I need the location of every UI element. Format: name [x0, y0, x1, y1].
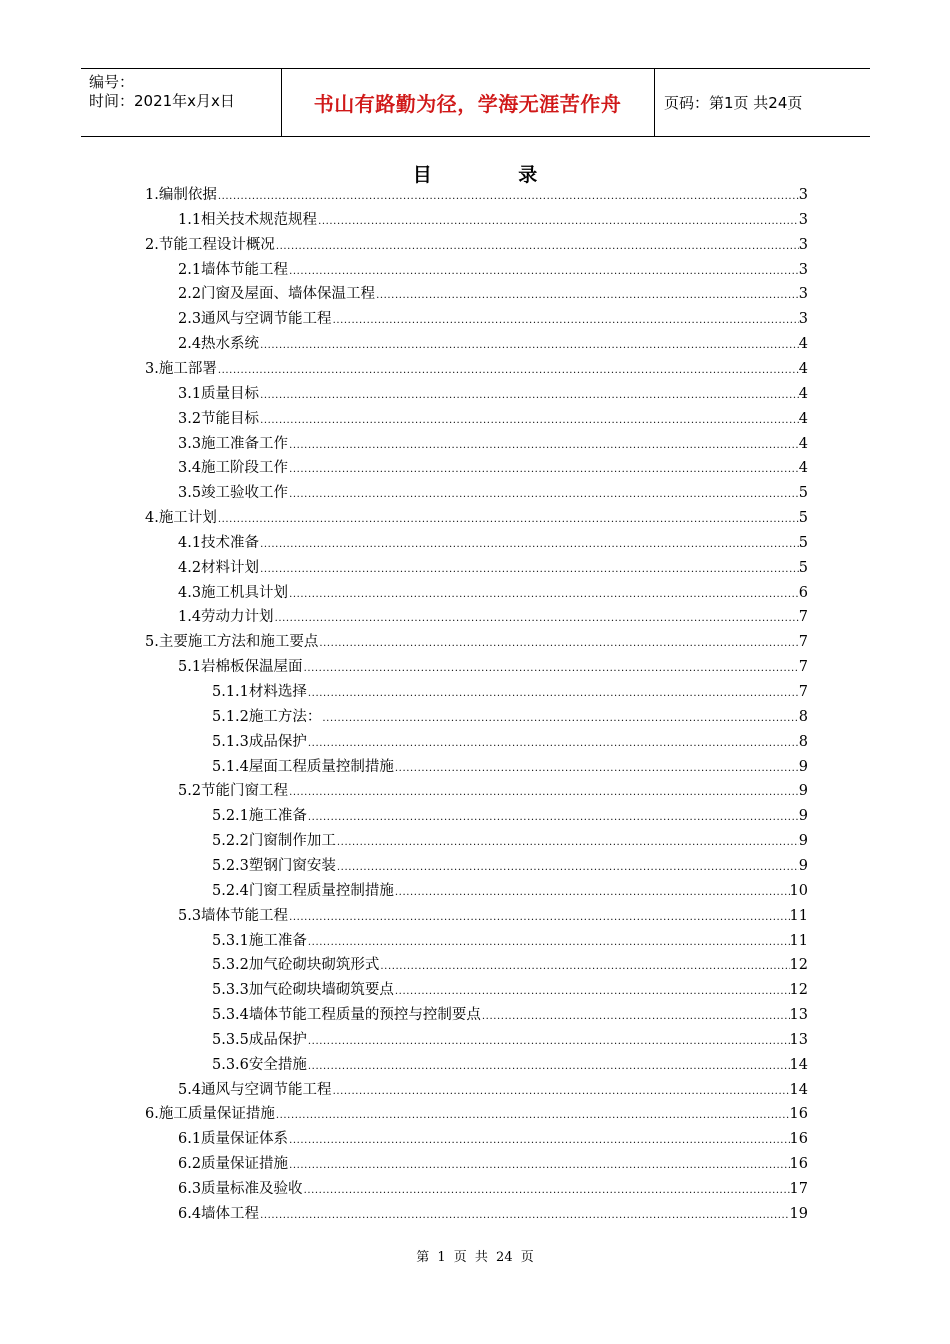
- toc-entry-title: 3.4施工阶段工作: [178, 460, 289, 477]
- toc-title: 目 录: [412, 164, 578, 186]
- toc-entry-title: 5.3.6安全措施: [212, 1056, 307, 1073]
- toc-entry[interactable]: [178, 583, 808, 603]
- toc-entry-page: 12: [789, 957, 808, 974]
- toc-leader-dots: [288, 1129, 789, 1149]
- toc-leader-dots: [288, 434, 799, 454]
- toc-entry-title: 5.2.3塑钢门窗安装: [212, 857, 336, 874]
- toc-entry-page: 19: [789, 1205, 808, 1222]
- toc-entry[interactable]: [145, 632, 808, 652]
- toc-leader-dots: [274, 607, 799, 627]
- toc-entry-page: 8: [798, 708, 808, 725]
- toc-leader-dots: [288, 583, 799, 603]
- toc-entry-title: 5.3.1施工准备: [212, 932, 307, 949]
- toc-entry-title: 5.2.4门窗工程质量控制措施: [212, 882, 394, 899]
- toc-leader-dots: [259, 384, 799, 404]
- toc-leader-dots: [317, 210, 799, 230]
- toc-entry-page: 5: [798, 534, 808, 551]
- toc-leader-dots: [394, 980, 790, 1000]
- toc-entry-title: 2.节能工程设计概况: [145, 236, 275, 253]
- toc-entry-page: 5: [798, 510, 808, 527]
- toc-entry[interactable]: [212, 955, 808, 975]
- toc-entry-page: 9: [798, 808, 808, 825]
- toc-entry-title: 1.4劳动力计划: [178, 609, 274, 626]
- toc-entry-page: 3: [798, 187, 808, 203]
- toc-entry-page: 4: [798, 435, 808, 452]
- toc-entry-page: 4: [798, 385, 808, 402]
- toc-entry[interactable]: [212, 856, 808, 876]
- toc-leader-dots: [375, 284, 799, 304]
- toc-entry-page: 12: [789, 982, 808, 999]
- toc-entry-page: 16: [789, 1106, 808, 1123]
- toc-entry-page: 4: [798, 360, 808, 377]
- toc-entry-title: 2.1墙体节能工程: [178, 261, 289, 278]
- toc-entry[interactable]: [178, 1080, 808, 1100]
- toc-leader-dots: [259, 334, 799, 354]
- toc-entry[interactable]: [212, 831, 808, 851]
- toc-entry[interactable]: [145, 185, 808, 205]
- toc-entry-title: 1.编制依据: [145, 187, 217, 203]
- toc-leader-dots: [307, 732, 799, 752]
- toc-entry-title: 5.3.4墙体节能工程质量的预控与控制要点: [212, 1007, 481, 1024]
- toc-entry-title: 5.2节能门窗工程: [178, 783, 289, 800]
- toc-entry[interactable]: [145, 235, 808, 255]
- toc-entry[interactable]: [212, 682, 808, 702]
- toc-leader-dots: [259, 1204, 789, 1224]
- toc-entry-title: 5.3.3加气砼砌块墙砌筑要点: [212, 982, 394, 999]
- toc-entry[interactable]: [178, 334, 808, 354]
- toc-entry-page: 13: [789, 1031, 808, 1048]
- toc-entry[interactable]: [145, 508, 808, 528]
- header-meta-cell: [81, 69, 282, 136]
- document-number-label: 编号：: [89, 73, 135, 91]
- toc-entry-page: 9: [798, 833, 808, 850]
- document-date-label: 时间：2021年x月x日: [89, 92, 235, 110]
- toc-entry-title: 5.2.1施工准备: [212, 808, 307, 825]
- toc-entry-page: 16: [789, 1131, 808, 1148]
- toc-entry-page: 9: [798, 857, 808, 874]
- page-footer: 第 1 页 共 24 页: [416, 1250, 534, 1265]
- header-page-cell: [654, 69, 870, 136]
- toc-leader-dots: [259, 409, 799, 429]
- toc-leader-dots: [336, 856, 799, 876]
- toc-entry-title: 3.施工部署: [145, 360, 217, 377]
- toc-entry-title: 4.2材料计划: [178, 559, 260, 576]
- toc-entry[interactable]: [178, 1154, 808, 1174]
- toc-leader-dots: [275, 235, 799, 255]
- toc-entry[interactable]: [178, 558, 808, 578]
- toc-entry[interactable]: [178, 434, 808, 454]
- toc-leader-dots: [332, 1080, 790, 1100]
- toc-entry-title: 4.施工计划: [145, 510, 217, 527]
- toc-leader-dots: [318, 632, 798, 652]
- toc-entry[interactable]: [178, 409, 808, 429]
- toc-leader-dots: [288, 1154, 789, 1174]
- toc-entry-page: 14: [789, 1056, 808, 1073]
- toc-leader-dots: [394, 757, 799, 777]
- toc-entry-page: 3: [798, 286, 808, 303]
- toc-leader-dots: [307, 682, 799, 702]
- header-motto-cell: [281, 69, 655, 136]
- toc-entry-page: 7: [798, 684, 808, 700]
- toc-entry-title: 6.3质量标准及验收: [178, 1181, 303, 1197]
- toc-entry[interactable]: [212, 1055, 808, 1075]
- header-page-info: 页码：第1页 共24页: [664, 94, 803, 112]
- toc-entry-page: 14: [789, 1081, 808, 1098]
- toc-entry[interactable]: [178, 1204, 808, 1224]
- toc-entry[interactable]: [145, 1104, 808, 1124]
- toc-entry[interactable]: [212, 1005, 808, 1025]
- toc-entry-page: 11: [789, 907, 808, 924]
- toc-entry-title: 6.2质量保证措施: [178, 1156, 289, 1173]
- toc-entry-title: 5.1岩棉板保温屋面: [178, 659, 303, 676]
- toc-entry-page: 8: [798, 733, 808, 750]
- toc-entry[interactable]: [212, 881, 808, 901]
- toc-leader-dots: [303, 657, 799, 677]
- toc-entry-title: 2.4热水系统: [178, 336, 260, 353]
- toc-leader-dots: [481, 1005, 790, 1025]
- toc-entry-title: 5.2.2门窗制作加工: [212, 833, 336, 850]
- toc-entry-title: 1.1相关技术规范规程: [178, 211, 318, 228]
- toc-leader-dots: [288, 483, 799, 503]
- toc-entry-page: 5: [798, 559, 808, 576]
- toc-leader-dots: [307, 931, 790, 951]
- toc-entry-title: 5.3.2加气砼砌块砌筑形式: [212, 957, 380, 974]
- toc-entry-title: 5.1.2施工方法：: [212, 708, 322, 725]
- toc-entry[interactable]: [145, 359, 808, 379]
- toc-entry-page: 3: [798, 211, 808, 228]
- toc-entry[interactable]: [178, 906, 808, 926]
- toc-leader-dots: [275, 1104, 790, 1124]
- header-motto: 书山有路勤为径，学海无涯苦作舟: [313, 92, 622, 116]
- toc-entry[interactable]: [178, 284, 808, 304]
- toc-leader-dots: [379, 955, 789, 975]
- toc-entry-page: 4: [798, 460, 808, 477]
- toc-entry-page: 5: [798, 485, 808, 502]
- toc-entry-title: 5.4通风与空调节能工程: [178, 1081, 332, 1098]
- toc-entry-title: 3.3施工准备工作: [178, 435, 289, 452]
- toc-entry-page: 10: [789, 882, 808, 899]
- toc-leader-dots: [394, 881, 790, 901]
- toc-entry-title: 4.1技术准备: [178, 534, 260, 551]
- toc-entry-title: 5.1.4屋面工程质量控制措施: [212, 758, 394, 775]
- toc-entry[interactable]: [212, 980, 808, 1000]
- toc-entry-title: 6.1质量保证体系: [178, 1131, 289, 1148]
- toc-leader-dots: [307, 806, 799, 826]
- toc-entry-page: 17: [789, 1181, 808, 1197]
- toc-entry-page: 4: [798, 410, 808, 427]
- toc-entry-page: 11: [789, 932, 808, 949]
- toc-entry[interactable]: [178, 483, 808, 503]
- toc-leader-dots: [332, 309, 799, 329]
- toc-entry[interactable]: [178, 260, 808, 280]
- toc-entry-page: 6: [798, 584, 808, 601]
- toc-entry-page: 9: [798, 783, 808, 800]
- toc-leader-dots: [288, 781, 799, 801]
- toc-entry-title: 5.主要施工方法和施工要点: [145, 634, 319, 651]
- toc-entry-page: 3: [798, 236, 808, 253]
- toc-entry[interactable]: [178, 1129, 808, 1149]
- toc-leader-dots: [307, 1030, 790, 1050]
- toc-entry[interactable]: [178, 1179, 808, 1199]
- toc-entry-title: 5.3墙体节能工程: [178, 907, 289, 924]
- toc-leader-dots: [259, 558, 799, 578]
- toc-entry-title: 3.5竣工验收工作: [178, 485, 289, 502]
- toc-entry-page: 16: [789, 1156, 808, 1173]
- toc-entry-title: 5.1.3成品保护: [212, 733, 307, 750]
- toc-leader-dots: [288, 906, 789, 926]
- toc-entry-title: 4.3施工机具计划: [178, 584, 289, 601]
- toc-entry[interactable]: [178, 384, 808, 404]
- toc-entry[interactable]: [212, 757, 808, 777]
- toc-entry-page: 7: [798, 634, 808, 651]
- toc-entry[interactable]: [178, 657, 808, 677]
- toc-leader-dots: [288, 458, 799, 478]
- toc-leader-dots: [217, 508, 799, 528]
- toc-entry[interactable]: [212, 931, 808, 951]
- toc-leader-dots: [217, 359, 799, 379]
- toc-entry[interactable]: [178, 458, 808, 478]
- toc-entry-page: 3: [798, 261, 808, 278]
- toc-entry[interactable]: [212, 1030, 808, 1050]
- toc-entry[interactable]: [178, 607, 808, 627]
- toc-entry-page: 7: [798, 659, 808, 676]
- toc-entry-title: 3.2节能目标: [178, 410, 260, 427]
- toc-leader-dots: [303, 1179, 790, 1199]
- toc-entry[interactable]: [178, 781, 808, 801]
- toc-entry-title: 6.4墙体工程: [178, 1205, 260, 1222]
- toc-entry-title: 5.1.1材料选择: [212, 684, 307, 700]
- toc-entry-page: 4: [798, 336, 808, 353]
- toc-entry-title: 2.2门窗及屋面、墙体保温工程: [178, 286, 376, 303]
- toc-entry-title: 2.3通风与空调节能工程: [178, 311, 332, 328]
- toc-leader-dots: [336, 831, 799, 851]
- toc-entry-page: 3: [798, 311, 808, 328]
- toc-leader-dots: [288, 260, 799, 280]
- toc-entry[interactable]: [212, 806, 808, 826]
- toc-leader-dots: [217, 185, 799, 205]
- toc-entry-title: 5.3.5成品保护: [212, 1031, 307, 1048]
- toc-entry-title: 3.1质量目标: [178, 385, 260, 402]
- toc-entry[interactable]: [178, 210, 808, 230]
- toc-entry[interactable]: [178, 309, 808, 329]
- toc-leader-dots: [259, 533, 799, 553]
- page-header: [81, 68, 870, 137]
- toc-entry-page: 13: [789, 1007, 808, 1024]
- toc-entry-page: 9: [798, 758, 808, 775]
- toc-entry[interactable]: [212, 707, 808, 727]
- toc-leader-dots: [321, 707, 798, 727]
- toc-entry[interactable]: [212, 732, 808, 752]
- toc-entry-page: 7: [798, 609, 808, 626]
- toc-entry-title: 6.施工质量保证措施: [145, 1106, 275, 1123]
- toc-entry[interactable]: [178, 533, 808, 553]
- toc-leader-dots: [307, 1055, 790, 1075]
